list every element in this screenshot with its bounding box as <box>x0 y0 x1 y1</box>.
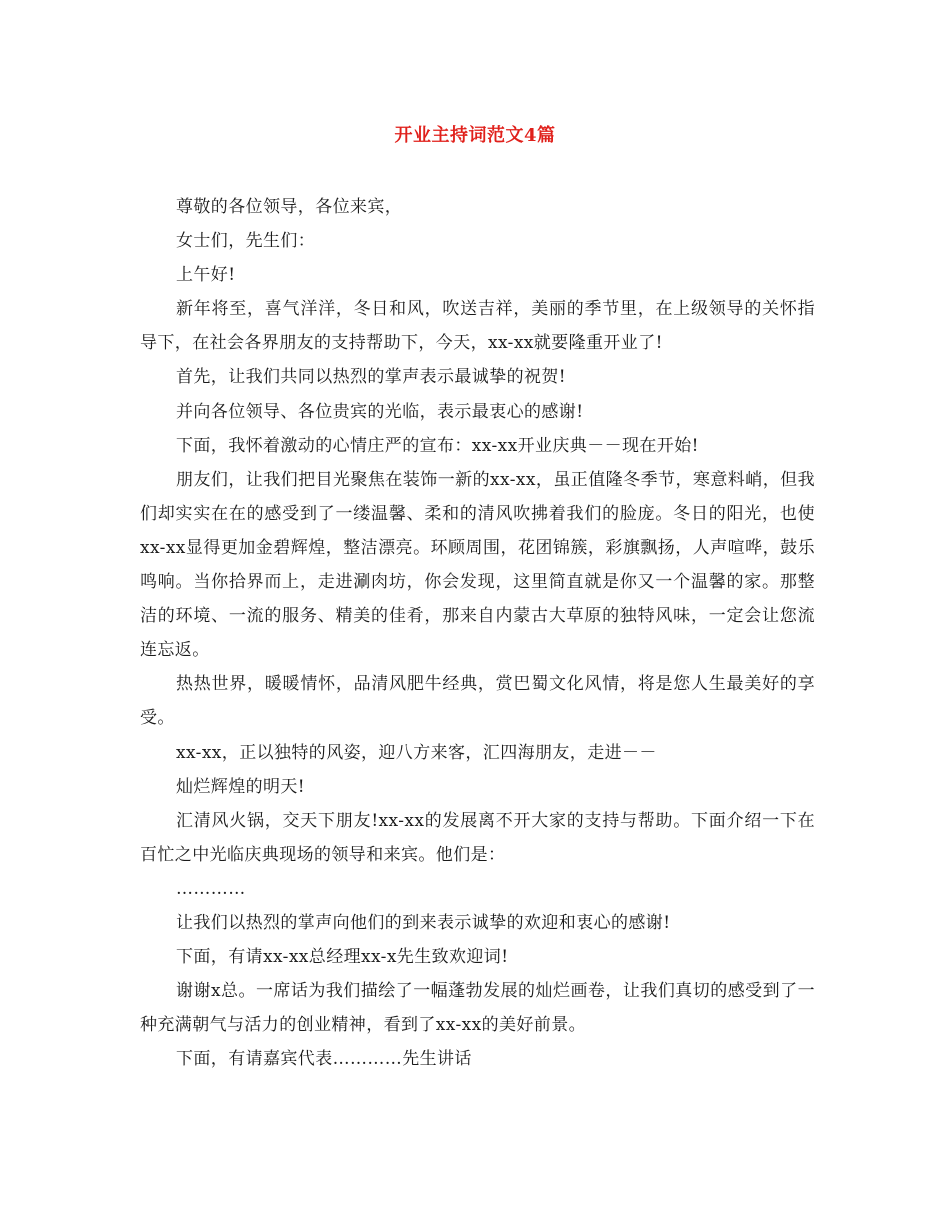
paragraph: 女士们，先生们： <box>176 231 316 252</box>
paragraph: 首先，让我们共同以热烈的掌声表示最诚挚的祝贺! <box>176 367 567 388</box>
paragraph: 朋友们，让我们把目光聚焦在装饰一新的xx-xx，虽正值隆冬季节，寒意料峭，但我们却实实在在的感受到了一缕温馨、柔和的清风吹拂着我们的脸庞。冬日的阳光，也使xx-xx显得更加金碧辉煌，整洁漂亮。环顾周围，花团锦簇，彩旗飘扬，人声喧哗，鼓乐鸣响。当你拾界而上，走进涮肉坊，你会发现，这里简直就是你又一个温馨的家。那整洁的环境、一流的服务、精美的佳肴，那来自内蒙古大草原的独特风味，一定会让您流连忘返。 <box>140 469 815 661</box>
paragraph: 热热世界，暖暖情怀，品清风肥牛经典，赏巴蜀文化风情，将是您人生最美好的享受。 <box>140 674 815 729</box>
paragraph: 下面，我怀着激动的心情庄严的宣布：xx-xx开业庆典－－现在开始! <box>176 435 699 456</box>
paragraph: 灿烂辉煌的明天! <box>176 776 306 797</box>
paragraph: 汇清风火锅，交天下朋友!xx-xx的发展离不开大家的支持与帮助。下面介绍一下在百忙之中光临庆典现场的领导和来宾。他们是： <box>140 810 815 865</box>
paragraph: 新年将至，喜气洋洋，冬日和风，吹送吉祥，美丽的季节里，在上级领导的关怀指导下，在社会各界朋友的支持帮助下，今天，xx-xx就要隆重开业了! <box>140 299 815 354</box>
paragraph: 上午好! <box>176 265 236 286</box>
paragraph: 下面，有请嘉宾代表…………先生讲话 <box>176 1049 472 1070</box>
paragraph: 谢谢x总。一席话为我们描绘了一幅蓬勃发展的灿烂画卷，让我们真切的感受到了一种充满朝气与活力的创业精神，看到了xx-xx的美好前景。 <box>140 981 815 1036</box>
paragraph: 让我们以热烈的掌声向他们的到来表示诚挚的欢迎和衷心的感谢! <box>176 912 671 933</box>
document-body <box>140 190 815 1076</box>
paragraph: xx-xx，正以独特的风姿，迎八方来客，汇四海朋友，走进－－ <box>176 742 657 763</box>
paragraph: 下面，有请xx-xx总经理xx-x先生致欢迎词! <box>176 947 509 968</box>
document-title: 开业主持词范文4篇 <box>394 125 556 146</box>
paragraph: 并向各位领导、各位贵宾的光临，表示最衷心的感谢! <box>176 401 584 422</box>
ellipsis-line: ………… <box>176 878 246 899</box>
paragraph: 尊敬的各位领导，各位来宾， <box>176 197 403 217</box>
